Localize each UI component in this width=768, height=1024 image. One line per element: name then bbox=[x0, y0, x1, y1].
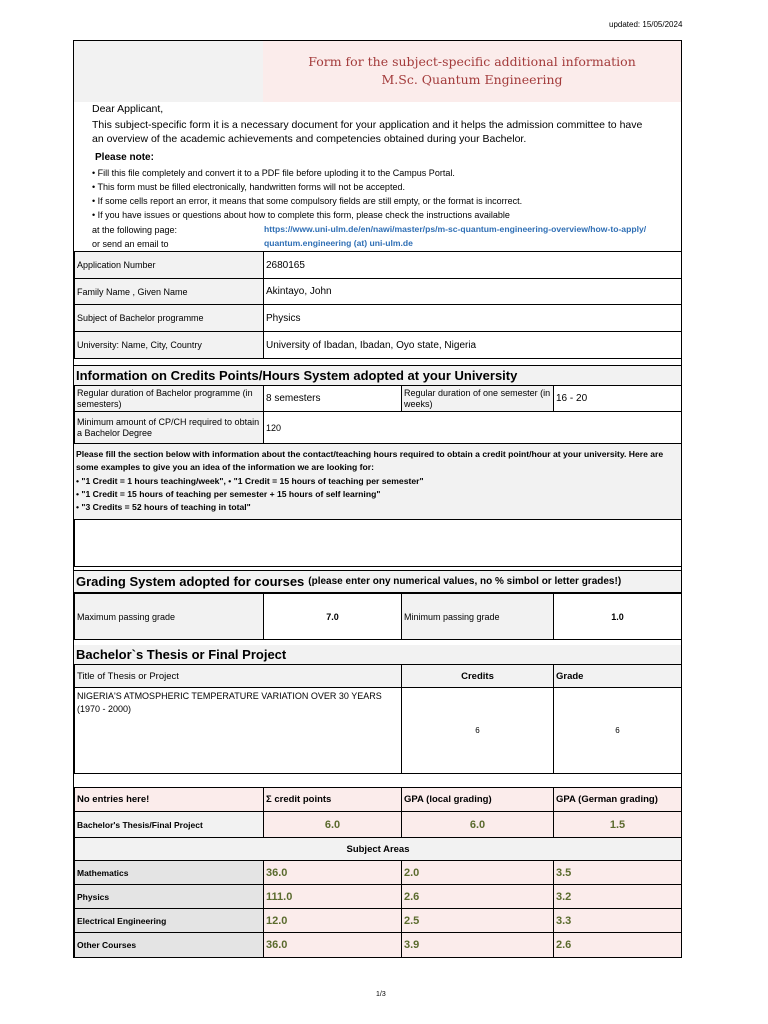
thesis-summary-label: Bachelor's Thesis/Final Project bbox=[74, 811, 264, 838]
thesis-title-header: Title of Thesis or Project bbox=[74, 664, 402, 688]
credit-example-2: • "1 Credit = 15 hours of teaching per semester + 15 hours of self learning" bbox=[76, 489, 381, 499]
area-gpa-local-mathematics: 2.0 bbox=[401, 860, 554, 885]
thesis-grade-header: Grade bbox=[553, 664, 682, 688]
area-credits-electrical-engineering: 12.0 bbox=[263, 908, 402, 933]
semester-length-label: Regular duration of one semester (in weeks) bbox=[401, 385, 554, 412]
note-bullet-2: • This form must be filled electronically, handwritten forms will not be accepted. bbox=[92, 182, 405, 192]
thesis-grade-field[interactable]: 6 bbox=[553, 687, 682, 774]
intro-line-1: This subject-specific form it is a necessary document for your application and it helps the admission committee to have bbox=[92, 119, 643, 131]
duration-field[interactable]: 8 semesters bbox=[263, 385, 402, 412]
semester-length-field[interactable]: 16 - 20 bbox=[553, 385, 682, 412]
area-label-other-courses: Other Courses bbox=[74, 932, 264, 958]
intro-greeting: Dear Applicant, bbox=[92, 103, 164, 115]
credit-example-3: • "3 Credits = 52 hours of teaching in total" bbox=[76, 502, 251, 512]
thesis-credits-header: Credits bbox=[401, 664, 554, 688]
grading-heading-note: (please enter ony numerical values, no % simbol or letter grades!) bbox=[308, 576, 622, 587]
note-bullet-4: • If you have issues or questions about how to complete this form, please check the instructions available bbox=[92, 210, 510, 220]
please-note-heading: Please note: bbox=[95, 152, 154, 163]
area-gpa-german-mathematics: 3.5 bbox=[553, 860, 682, 885]
area-credits-other-courses: 36.0 bbox=[263, 932, 402, 958]
max-grade-field[interactable]: 7.0 bbox=[263, 593, 402, 640]
updated-date: updated: 15/05/2024 bbox=[609, 20, 683, 29]
grading-heading-text: Grading System adopted for courses bbox=[76, 574, 305, 589]
min-credits-label: Minimum amount of CP/CH required to obtain a Bachelor Degree bbox=[74, 411, 264, 444]
area-gpa-german-other-courses: 2.6 bbox=[553, 932, 682, 958]
max-grade-label: Maximum passing grade bbox=[74, 593, 264, 640]
instructions-link[interactable]: https://www.uni-ulm.de/en/nawi/master/ps/m-sc-quantum-engineering-overview/how-to-apply/ bbox=[264, 224, 647, 234]
credit-instructions-text: Please fill the section below with information about the contact/teaching hours required to obtain a credit point/hour at your university. Here are some examples to give you an idea of the information we are looking for: bbox=[76, 449, 664, 472]
min-grade-label: Minimum passing grade bbox=[401, 593, 554, 640]
university-field[interactable]: University of Ibadan, Ibadan, Oyo state, Nigeria bbox=[263, 331, 682, 359]
thesis-summary-gpa-local: 6.0 bbox=[401, 811, 554, 838]
thesis-summary-gpa-german: 1.5 bbox=[553, 811, 682, 838]
area-label-electrical-engineering: Electrical Engineering bbox=[74, 908, 264, 933]
thesis-credits-field[interactable]: 6 bbox=[401, 687, 554, 774]
form-subtitle: M.Sc. Quantum Engineering bbox=[381, 72, 563, 87]
note-bullet-3: • If some cells report an error, it means that some compulsory fields are still empty, or the format is incorrect. bbox=[92, 196, 523, 206]
area-label-mathematics: Mathematics bbox=[74, 860, 264, 885]
intro-line-2: an overview of the academic achievements and competencies obtained during your Bachelor. bbox=[92, 133, 527, 145]
min-grade-field[interactable]: 1.0 bbox=[553, 593, 682, 640]
page-number: 1/3 bbox=[376, 991, 386, 998]
contact-email-link[interactable]: quantum.engineering (at) uni-ulm.de bbox=[264, 238, 413, 248]
min-credits-field[interactable]: 120 bbox=[263, 411, 682, 444]
area-gpa-local-electrical-engineering: 2.5 bbox=[401, 908, 554, 933]
credit-example-1: • "1 Credit = 1 hours teaching/week", • "1 Credit = 15 hours of teaching per semester" bbox=[76, 476, 424, 486]
app-number-label: Application Number bbox=[74, 251, 264, 279]
subject-field[interactable]: Physics bbox=[263, 304, 682, 332]
thesis-summary-credits: 6.0 bbox=[263, 811, 402, 838]
credits-section-heading: Information on Credits Points/Hours System adopted at your University bbox=[74, 365, 681, 386]
form-title: Form for the subject-specific additional information bbox=[308, 54, 636, 69]
sum-credits-header: Σ credit points bbox=[263, 787, 402, 812]
subject-label: Subject of Bachelor programme bbox=[74, 304, 264, 332]
area-gpa-german-physics: 3.2 bbox=[553, 884, 682, 909]
gpa-local-header: GPA (local grading) bbox=[401, 787, 554, 812]
grading-section-heading bbox=[74, 570, 681, 593]
note-or-email: or send an email to bbox=[92, 239, 169, 249]
credit-system-input[interactable] bbox=[74, 519, 682, 567]
area-credits-physics: 111.0 bbox=[263, 884, 402, 909]
thesis-title-field[interactable]: NIGERIA'S ATMOSPHERIC TEMPERATURE VARIATION OVER 30 YEARS (1970 - 2000) bbox=[74, 687, 402, 774]
note-bullet-1: • Fill this file completely and convert it to a PDF file before uploding it to the Campus Portal. bbox=[92, 168, 455, 178]
duration-label: Regular duration of Bachelor programme (in semesters) bbox=[74, 385, 264, 412]
area-gpa-german-electrical-engineering: 3.3 bbox=[553, 908, 682, 933]
area-label-physics: Physics bbox=[74, 884, 264, 909]
name-label: Family Name , Given Name bbox=[74, 278, 264, 305]
name-field[interactable]: Akintayo, John bbox=[263, 278, 682, 305]
gpa-german-header: GPA (German grading) bbox=[553, 787, 682, 812]
subject-areas-header: Subject Areas bbox=[74, 837, 682, 861]
area-gpa-local-other-courses: 3.9 bbox=[401, 932, 554, 958]
header-left-panel bbox=[74, 41, 263, 102]
thesis-section-heading: Bachelor`s Thesis or Final Project bbox=[74, 645, 681, 665]
area-gpa-local-physics: 2.6 bbox=[401, 884, 554, 909]
university-label: University: Name, City, Country bbox=[74, 331, 264, 359]
note-following-page: at the following page: bbox=[92, 225, 178, 235]
no-entries-cell: No entries here! bbox=[74, 787, 264, 812]
area-credits-mathematics: 36.0 bbox=[263, 860, 402, 885]
app-number-field[interactable]: 2680165 bbox=[263, 251, 682, 279]
